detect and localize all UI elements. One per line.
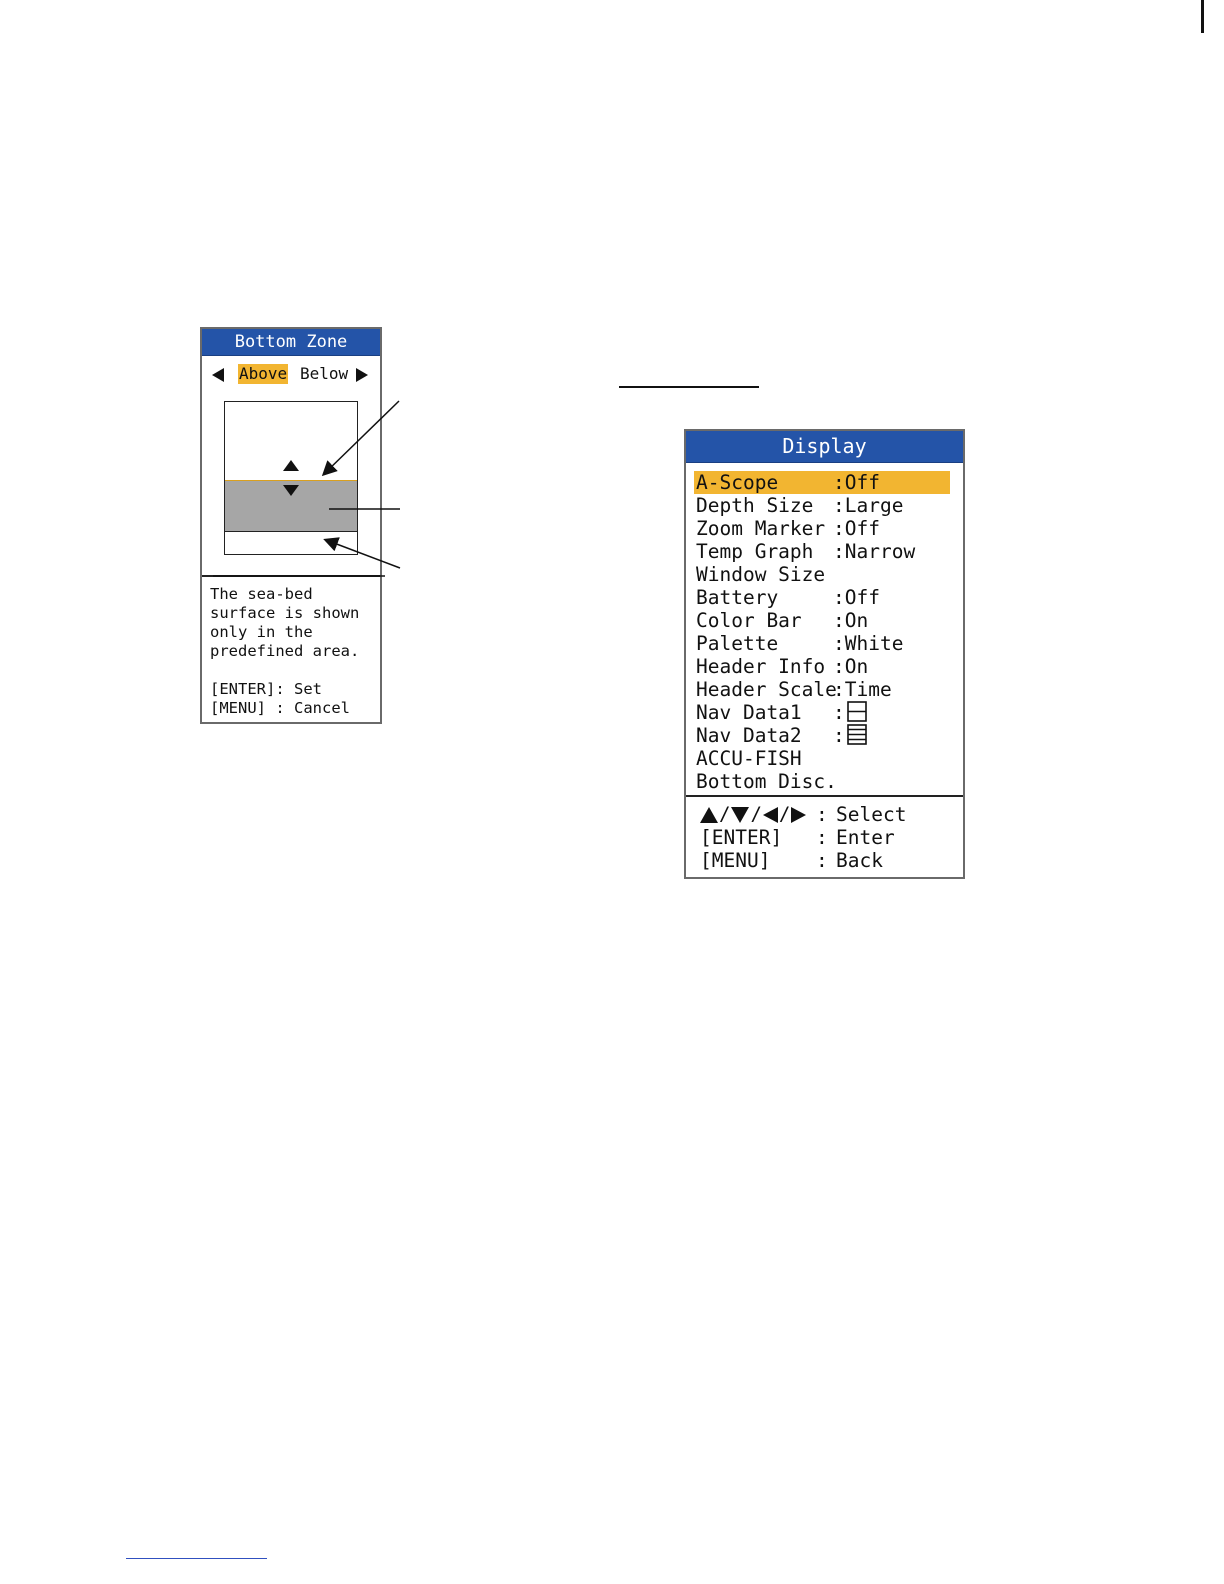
menu-item-a-scope[interactable] [694,471,950,494]
bottom-zone-description: The sea-bed surface is shown only in the predefined area. [210,585,360,660]
menu-item-value: :Off [833,471,880,494]
menu-item-label: Color Bar [696,609,802,632]
menu-item-label: Nav Data1 [696,701,802,724]
menu-item-nav-data1[interactable] [694,701,950,724]
menu-item-colon: : [833,701,845,724]
arrow-keys-icon [700,803,806,826]
left-arrow-icon [763,807,778,823]
select-key-hint [700,803,950,826]
tab-above[interactable]: Above [239,364,288,383]
bottom-zone-title: Bottom Zone [202,329,380,356]
slash-separator: / [750,803,762,825]
menu-item-zoom-marker[interactable] [694,517,950,540]
help-action-back: Back [836,849,883,872]
help-colon: : [816,803,828,826]
page-edge-line [1201,0,1204,33]
enter-key-hint [700,826,950,849]
display-menu-divider [686,795,963,797]
menu-item-label: Temp Graph [696,540,814,563]
up-arrow-icon [700,807,718,823]
right-arrow-icon [791,807,806,823]
menu-item-label: Palette [696,632,779,655]
menu-item-label: Nav Data2 [696,724,802,747]
tab-below[interactable]: Below [300,364,349,383]
menu-item-label: Header Scale [696,678,837,701]
bottom-zone-tabs [202,363,380,387]
display-menu-key-help [700,803,950,872]
help-colon: : [816,849,828,872]
two-row-layout-icon [847,701,867,722]
menu-item-value: :Off [833,586,880,609]
menu-item-value: :Time [833,678,892,701]
menu-item-label: A-Scope [696,471,779,494]
menu-item-colon: : [833,724,845,747]
menu-item-depth-size[interactable] [694,494,950,517]
down-arrow-icon[interactable] [283,485,299,496]
menu-item-window-size[interactable] [694,563,950,586]
menu-item-battery[interactable] [694,586,950,609]
menu-item-label: ACCU-FISH [696,747,802,770]
menu-key-hint: [MENU] : Cancel [210,699,350,717]
menu-item-label: Depth Size [696,494,814,517]
display-menu-panel [684,429,965,879]
menu-item-header-info[interactable] [694,655,950,678]
menu-item-label: Battery [696,586,779,609]
menu-item-value: :On [833,609,869,632]
help-action-enter: Enter [836,826,895,849]
down-arrow-icon [731,807,749,823]
bottom-zone-preview [224,401,358,555]
help-colon: : [816,826,828,849]
menu-item-bottom-disc[interactable] [694,770,950,793]
menu-item-label: Zoom Marker [696,517,826,540]
four-row-layout-icon [847,724,867,745]
menu-item-label: Window Size [696,563,826,586]
menu-key-hint [700,849,950,872]
enter-key-hint: [ENTER]: Set [210,680,322,698]
slash-separator: / [719,803,731,825]
right-arrow-icon[interactable] [356,368,368,382]
section-heading-underline [619,386,759,388]
menu-item-value: :Large [833,494,904,517]
menu-item-value [833,724,867,747]
menu-item-nav-data2[interactable] [694,724,950,747]
help-key-enter: [ENTER] [700,826,783,849]
menu-item-value [833,701,867,724]
menu-item-label: Bottom Disc. [696,770,837,793]
menu-item-temp-graph[interactable] [694,540,950,563]
menu-item-palette[interactable] [694,632,950,655]
left-arrow-icon[interactable] [212,368,224,382]
menu-item-value: :White [833,632,904,655]
menu-item-accu-fish[interactable] [694,747,950,770]
help-action-select: Select [836,803,907,826]
bottom-zone-divider [202,575,380,577]
bottom-zone-panel [200,327,382,724]
menu-item-label: Header Info [696,655,826,678]
menu-item-header-scale[interactable] [694,678,950,701]
bottom-zone-key-help [210,680,378,718]
display-menu-list [694,471,950,793]
menu-item-color-bar[interactable] [694,609,950,632]
menu-item-value: :On [833,655,869,678]
slash-separator: / [778,803,791,825]
help-key-menu: [MENU] [700,849,771,872]
menu-item-value: :Off [833,517,880,540]
footer-link-underline[interactable] [126,1558,267,1559]
up-arrow-icon[interactable] [283,460,299,471]
display-menu-title: Display [686,431,963,463]
menu-item-value: :Narrow [833,540,916,563]
